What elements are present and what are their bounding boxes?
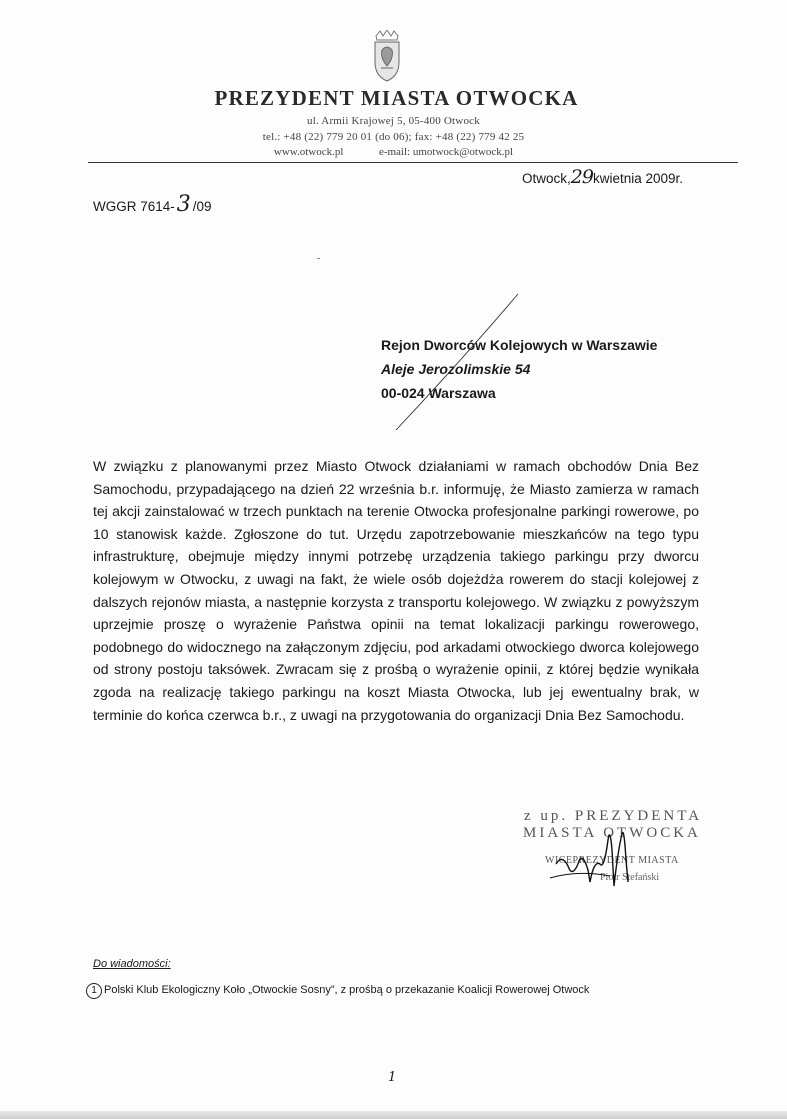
- cc-item-number: 1: [86, 983, 102, 999]
- letterhead-address: ul. Armii Krajowej 5, 05-400 Otwock: [307, 115, 480, 127]
- recipient-name: Rejon Dworców Kolejowych w Warszawie: [381, 337, 658, 353]
- letterhead-phone: tel.: +48 (22) 779 20 01 (do 06); fax: +48 (22) 779 42 25: [262, 131, 525, 143]
- page-number: 1: [388, 1070, 397, 1085]
- letter-body: W związku z planowanymi przez Miasto Otwock działaniami w ramach obchodów Dnia Bez Samochodu, przypadającego na dzień 22 września b.r. informuję, że Miasto zamierza w ramach tej akcji zainstalować w trzech punktach na terenie Otwocka profesjonalne parkingi rowerowe, po 10 stanowisk każde. Zgłoszone do tut. Urzędu zapotrzebowanie mieszkańców na tego typu infrastrukturę, obejmuje między innymi potrzebę urządzenia takiego parkingu przy dworcu kolejowym w Otwocku, z uwagi na fakt, że wiele osób dojeżdża rowerem do stacji kolejowej z dalszych rejonów miasta, a następnie korzysta z transportu kolejowego. W związku z powyższym uprzejmie proszę o wyrażenie Państwa opinii na temat lokalizacji parkingu rowerowego, podobnego do widocznego na załączonym zdjęciu, pod arkadami otwockiego dworca kolejowego od strony postoju taksówek. Zwracam się z prośbą o wyrażenie opinii, z której będzie wynikała zgoda na realizację takiego parkingu na koszt Miasta Otwocka, lub jej ewentualny brak, w terminie do końca czerwca b.r., z uwagi na przygotowania do organizacji Dnia Bez Samochodu.: [93, 458, 699, 723]
- cc-item: [86, 983, 589, 999]
- stamp-line-1: z up. PREZYDENTA: [524, 808, 703, 824]
- date-suffix: kwietnia 2009r.: [592, 171, 684, 186]
- scan-mark: [317, 258, 320, 259]
- recipient-street: Aleje Jerozolimskie 54: [381, 361, 531, 377]
- letterhead-email: e-mail: umotwock@otwock.pl: [378, 146, 514, 158]
- scan-bottom-edge: [0, 1111, 787, 1119]
- date-day-handwritten: 29: [570, 166, 593, 188]
- cc-item-text: Polski Klub Ekologiczny Koło „Otwockie Sosny”, z prośbą o przekazanie Koalicji Rowerowej Otwock: [104, 984, 590, 996]
- reference-suffix: /09: [192, 199, 212, 214]
- cc-label: Do wiadomości:: [93, 958, 171, 970]
- reference-number-handwritten: 3: [176, 192, 191, 217]
- letterhead-website: www.otwock.pl: [273, 146, 344, 158]
- stamp-line-3: WICEPREZYDENT MIASTA: [545, 855, 679, 866]
- letter-date: [522, 166, 683, 188]
- reference-prefix: WGGR 7614-: [93, 199, 175, 214]
- reference-number: [93, 192, 212, 217]
- date-prefix: Otwock,: [522, 171, 571, 186]
- stamp-line-4: Piotr Stefański: [600, 872, 660, 883]
- letterhead-divider: [88, 162, 738, 163]
- recipient-city: 00-024 Warszawa: [381, 385, 496, 401]
- handwritten-slash-mark: [380, 292, 530, 432]
- city-crest-icon: [370, 30, 404, 82]
- stamp-line-2: MIASTA OTWOCKA: [523, 825, 701, 841]
- letterhead-title: PREZYDENT MIASTA OTWOCKA: [214, 86, 579, 110]
- letterhead-contacts: [0, 146, 787, 158]
- handwritten-signature: [548, 820, 638, 892]
